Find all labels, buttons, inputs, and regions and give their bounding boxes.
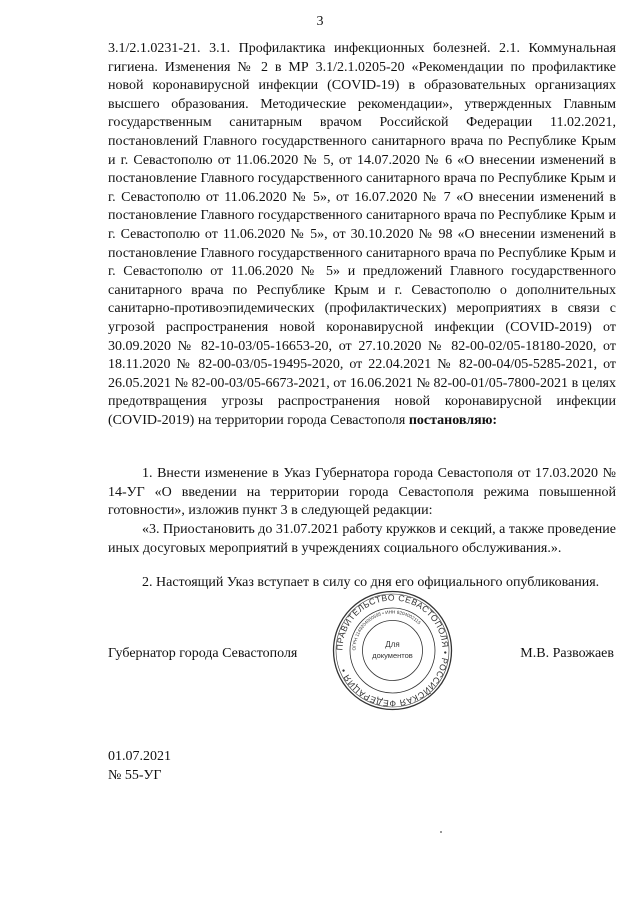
page-number: 3 — [316, 14, 324, 29]
seal-inner-text: ОГРН 1149204000595 • ИНН 9204002115 — [351, 609, 422, 651]
preamble-paragraph — [108, 40, 616, 430]
document-date: 01.07.2021 — [108, 749, 171, 764]
official-seal — [330, 588, 455, 713]
scan-speck — [440, 831, 442, 833]
document-date-block — [108, 748, 171, 785]
decree-word: постановляю: — [408, 412, 498, 428]
document-number: № 55-УГ — [108, 767, 162, 783]
signatory-title: Губернатор города Севастополя — [108, 646, 298, 661]
preamble-text: 3.1/2.1.0231-21. 3.1. Профилактика инфекционных болезней. 2.1. Коммунальная гигиена. Изменения № 2 в МР 3.1/2.1.0205-20 «Рекомендации по профилактике новой коронавирусной инфекции (COVID-19) в образовательных организациях высшего образования. Методические рекомендации», утвержденных Главным государственным санитарным врачом Российской Федерации 11.02.2021, постановлений Главного государственного санитарного врача по Республике Крым и г. Севастополю от 11.06.2020 № 5, от 14.07.2020 № 6 «О внесении изменений в постановление Главного государственного санитарного врача по Республике Крым и г. Севастополю от 11.06.2020 № 5», от 16.07.2020 № 7 «О внесении изменений в постановление Главного государственного санитарного врача по Республике Крым и г. Севастополю от 11.06.2020 № 5», от 30.10.2020 № 98 «О внесении изменений в постановление Главного государственного санитарного врача по Республике Крым и г. Севастополю от 11.06.2020 № 5» и предложений Главного государственного санитарного врача по Республике Крым и г. Севастополю о дополнительных санитарно-противоэпидемических (профилактических) мероприятиях в связи с угрозой распространения новой коронавирусной инфекции (COVID-2019) от 30.09.2020 № 82-10-03/05-16653-20, от 27.10.2020 № 82-00-02/05-18180-2020, от 18.11.2020 № 82-00-03/05-19495-2020, от 22.04.2021 № 82-00-04/05-5285-2021, от 26.05.2021 № 82-00-03/05-6673-2021, от 16.06.2021 № 82-00-01/05-7800-2021 в целях предотвращения угрозы распространения новой коронавирусной инфекции (COVID-2019) на территории города Севастополя — [108, 41, 616, 428]
seal-center-line-2: документов — [372, 651, 413, 660]
seal-center-line-1: Для — [385, 640, 400, 649]
seal-outer-text: ПРАВИТЕЛЬСТВО СЕВАСТОПОЛЯ • РОССИЙСКАЯ ФЕДЕРАЦИЯ • — [334, 592, 451, 709]
point-1-quote-paragraph: «3. Приостановить до 31.07.2021 работу кружков и секций, а также проведение иных досуговых мероприятий в учреждениях социального обслуживания.». — [108, 522, 616, 556]
point-1-paragraph: 1. Внести изменение в Указ Губернатора города Севастополя от 17.03.2020 № 14-УГ «О введении на территории города Севастополя режима повышенной готовности», изложив пункт 3 в следующей редакции: — [108, 466, 616, 519]
point-2-paragraph: 2. Настоящий Указ вступает в силу со дня его официального опубликования. — [142, 575, 600, 590]
signatory-name: М.В. Развожаев — [520, 646, 614, 661]
